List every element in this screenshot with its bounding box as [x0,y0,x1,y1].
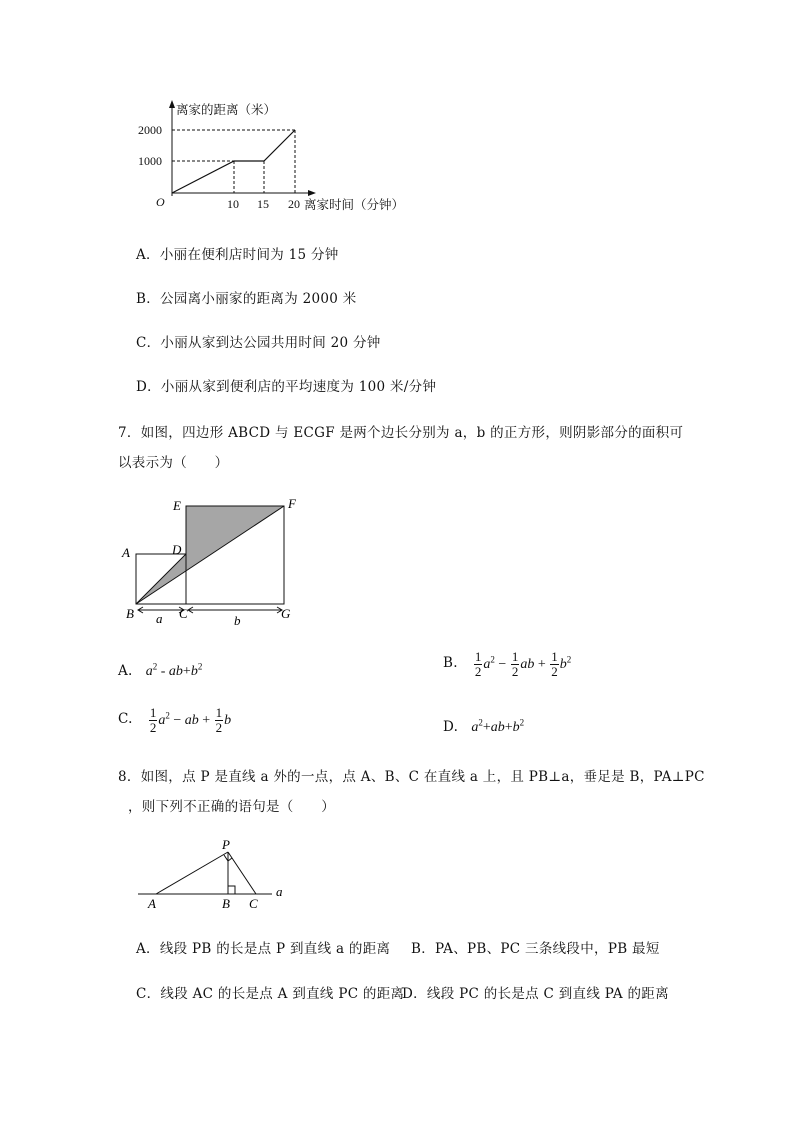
q8-option-b: B．PA、PB、PC 三条线段中，PB 最短 [411,941,660,957]
label-B: B [126,606,134,621]
label-F: F [288,496,296,511]
q7-option-b-label: B. [443,655,458,672]
label-E: E [173,498,181,513]
label-D: D [172,542,182,557]
x-tick-20: 20 [288,197,300,211]
label-C: C [249,896,258,911]
label-b: b [234,613,241,628]
perpendicular-figure [132,834,302,914]
q8-option-d: D．线段 PC 的长是点 C 到直线 PA 的距离 [402,986,669,1002]
distance-time-graph [130,98,430,218]
q7-option-a-label: A. [118,663,133,679]
q7-stem-line1: 7．如图，四边形 ABCD 与 ECGF 是两个边长分别为 a，b 的正方形，则阴影部分的面积可 [118,425,684,441]
y-axis-label: 离家的距离（米） [176,103,277,117]
y-tick-2000: 2000 [138,123,162,137]
q8-option-c: C．线段 AC 的长是点 A 到直线 PC 的距离 [136,986,405,1002]
label-G: G [281,606,291,621]
label-a: a [156,611,163,626]
q7-option-d-label: D. [443,719,459,735]
origin-label: O [156,195,165,209]
q7-option-a-expr: $a^2 - ab+b^2$ [145,661,203,679]
label-B: B [222,896,230,911]
y-tick-1000: 1000 [138,154,162,168]
segment-PA [156,852,228,894]
q7-stem-line2: 以表示为（ ） [118,455,229,471]
q7-option-c [118,706,231,735]
q8-stem-line1: 8．如图，点 P 是直线 a 外的一点，点 A、B、C 在直线 a 上，且 PB⊥a，垂足是 B，PA⊥PC [118,769,705,785]
q8-stem-line2: ，则下列不正确的语句是（ ） [128,799,335,815]
q6-option-b: B．公园离小丽家的距离为 2000 米 [136,291,357,307]
label-C: C [179,606,188,621]
q7-option-b-expr: $\frac{1}{2}$ $a^2$ − $\frac{1}{2}$ ab + $\frac{1}{2}$ $b^2$ [474,649,572,679]
q7-option-b [443,650,571,679]
label-A: A [122,545,130,560]
q7-option-a [118,660,202,680]
squares-figure [118,492,318,632]
q7-option-c-label: C. [118,711,133,728]
q6-option-c: C．小丽从家到达公园共用时间 20 分钟 [136,335,381,351]
q6-option-d: D．小丽从家到便利店的平均速度为 100 米/分钟 [136,379,437,395]
q8-option-a: A．线段 PB 的长是点 P 到直线 a 的距离 [136,941,391,957]
label-a: a [276,884,283,899]
x-tick-10: 10 [227,197,239,211]
q6-option-a: A．小丽在便利店时间为 15 分钟 [136,247,339,263]
label-A: A [148,896,156,911]
x-axis-label: 离家时间（分钟） [304,198,405,212]
q7-option-d-expr: $a^2+ab+b^2$ [471,717,525,735]
x-tick-15: 15 [257,197,269,211]
q7-option-c-expr: $\frac{1}{2}$ $a^2$ − ab + $\frac{1}{2}$ b [149,705,232,735]
label-P: P [222,837,230,852]
q7-option-d [443,716,524,736]
